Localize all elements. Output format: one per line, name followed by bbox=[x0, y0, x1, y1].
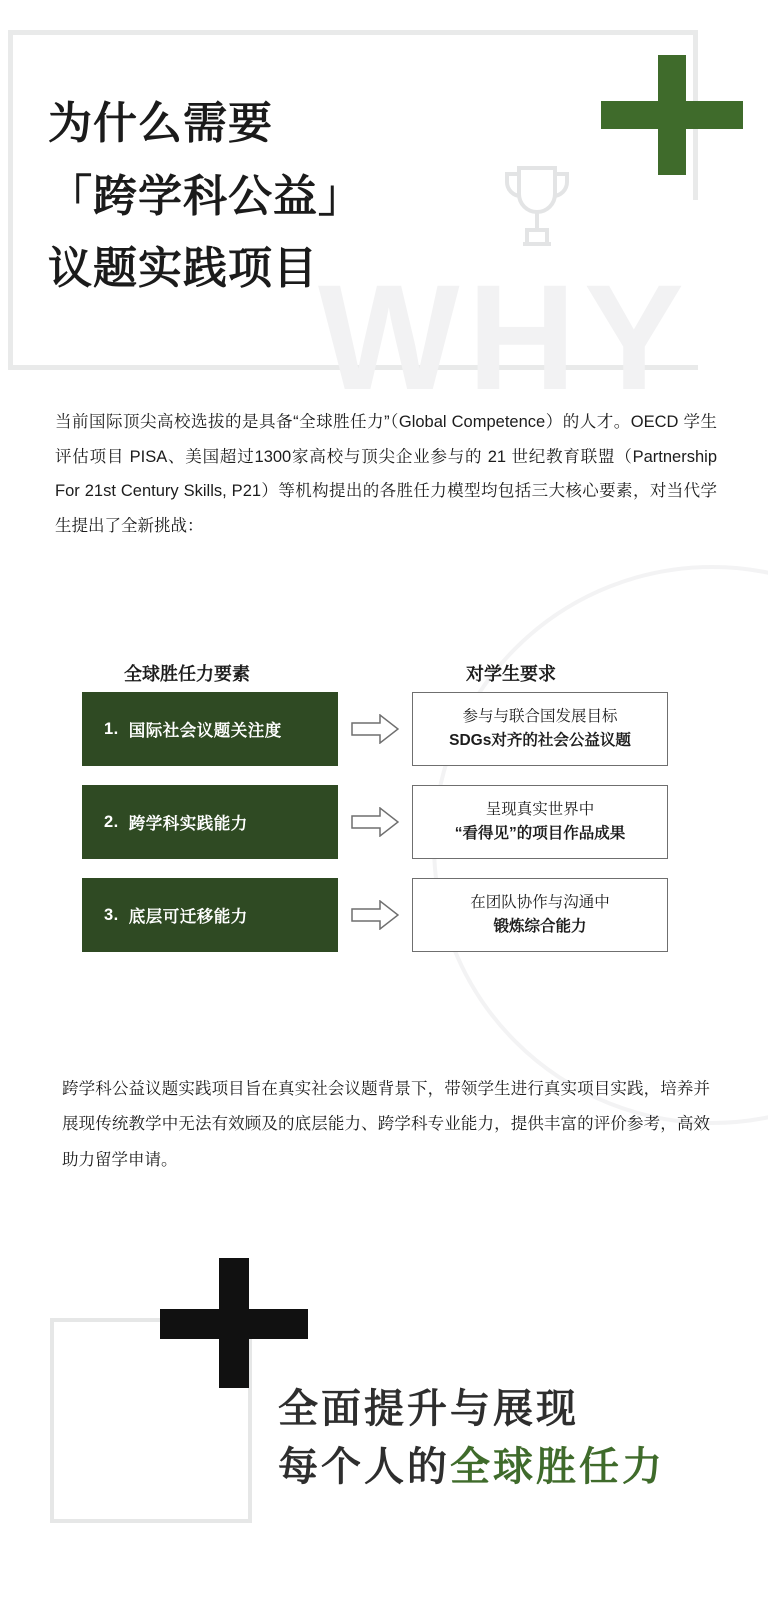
diagram-row bbox=[82, 785, 682, 859]
slogan-line-2 bbox=[278, 1438, 665, 1496]
competence-label: 底层可迁移能力 bbox=[128, 908, 248, 926]
slogan-line-1: 全面提升与展现 bbox=[278, 1387, 579, 1431]
competence-label: 跨学科实践能力 bbox=[128, 815, 248, 833]
page-title-line-1: 为什么需要 bbox=[48, 99, 273, 148]
slogan-line-2-prefix: 每个人的 bbox=[278, 1445, 450, 1489]
page-title bbox=[48, 88, 363, 306]
watermark-why: WHY bbox=[318, 253, 692, 421]
requirement-line-2: 锻炼综合能力 bbox=[493, 918, 587, 935]
competence-diagram bbox=[82, 660, 682, 971]
page-title-line-3: 议题实践项目 bbox=[48, 244, 318, 294]
arrow-right-icon bbox=[338, 714, 412, 744]
requirement-line-2: “看得见”的项目作品成果 bbox=[454, 825, 626, 842]
competence-number: 1. bbox=[104, 719, 119, 738]
requirement-line-1: 参与与联合国发展目标 bbox=[462, 707, 618, 725]
competence-pill bbox=[82, 692, 338, 766]
diagram-row bbox=[82, 878, 682, 952]
intro-paragraph: 当前国际顶尖高校选拔的是具备“全球胜任力”（Global Competence）的人才。OECD 学生评估项目 PISA、美国超过1300家高校与顶尖企业参与的 21 世纪教育联盟（Partnership For 21st Century Skills, P21）等机构提出的各胜任力模型均包括三大核心要素，对当代学生提出了全新挑战： bbox=[55, 413, 717, 535]
footer-slogan bbox=[278, 1380, 665, 1496]
page-title-line-2: 「跨学科公益」 bbox=[48, 171, 363, 221]
requirement-box bbox=[412, 692, 668, 766]
requirement-line-1: 呈现真实世界中 bbox=[485, 800, 595, 818]
requirement-box bbox=[412, 878, 668, 952]
competence-number: 3. bbox=[104, 905, 119, 924]
competence-label: 国际社会议题关注度 bbox=[128, 722, 282, 740]
requirement-box bbox=[412, 785, 668, 859]
diagram-header-left: 全球胜任力要素 bbox=[124, 664, 250, 684]
diagram-row bbox=[82, 692, 682, 766]
plus-icon-black bbox=[160, 1258, 308, 1388]
requirement-line-2: SDGs对齐的社会公益议题 bbox=[449, 732, 631, 749]
competence-pill bbox=[82, 878, 338, 952]
trophy-icon bbox=[497, 160, 577, 256]
diagram-header-right: 对学生要求 bbox=[466, 664, 556, 684]
competence-pill bbox=[82, 785, 338, 859]
requirement-line-1: 在团队协作与沟通中 bbox=[470, 893, 610, 911]
arrow-right-icon bbox=[338, 900, 412, 930]
slogan-line-2-accent: 全球胜任力 bbox=[450, 1445, 665, 1489]
diagram-headers bbox=[82, 660, 682, 692]
arrow-right-icon bbox=[338, 807, 412, 837]
closing-paragraph: 跨学科公益议题实践项目旨在真实社会议题背景下，带领学生进行真实项目实践，培养并展现传统教学中无法有效顾及的底层能力、跨学科专业能力，提供丰富的评价参考，高效助力留学申请。 bbox=[62, 1080, 710, 1169]
competence-number: 2. bbox=[104, 812, 119, 831]
plus-icon-green bbox=[601, 55, 743, 175]
